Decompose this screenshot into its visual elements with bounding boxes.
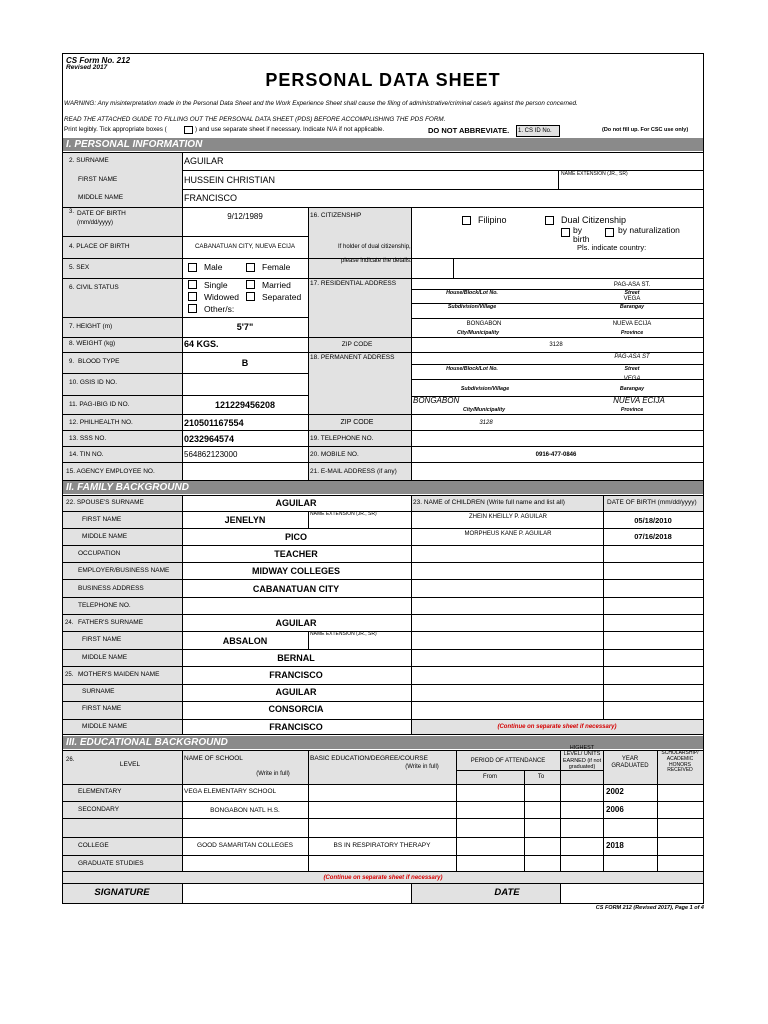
res-subdivision-value[interactable]: VEGA [623, 296, 641, 302]
mother-first-name-value[interactable]: CONSORCIA [268, 704, 324, 714]
period-header: PERIOD OF ATTENDANCE [470, 758, 546, 764]
by-naturalization-label: by naturalization [618, 225, 680, 235]
by-birth-label: by birth [573, 225, 590, 244]
honors-header: SCHOLARSHIP/ ACADEMIC HONORS RECEIVED [661, 750, 699, 774]
child-name-1[interactable]: ZHEIN KHEILLY P. AGUILAR [468, 514, 548, 520]
res-zip-label: ZIP CODE [341, 341, 373, 348]
pagibig-label: 11. PAG-IBIG ID NO. [69, 401, 130, 408]
mother-middle-name-value[interactable]: FRANCISCO [269, 722, 323, 732]
sss-value[interactable]: 0232964574 [184, 434, 235, 444]
child-name-2[interactable]: MORPHEUS KANE P. AGUILAR [464, 531, 552, 537]
edu-year-secondary[interactable]: 2006 [606, 805, 624, 814]
csc-note: (Do not fill up. For CSC use only) [602, 127, 689, 133]
print-note-a: Print legibly. Tick appropriate boxes ( [64, 126, 167, 133]
edu-school-college[interactable]: GOOD SAMARITAN COLLEGES [197, 842, 293, 849]
mother-maiden-value[interactable]: FRANCISCO [269, 670, 323, 680]
edu-year-elementary[interactable]: 2002 [606, 787, 624, 796]
course-subheader: (Write in full) [405, 764, 439, 770]
filipino-checkbox[interactable] [462, 216, 471, 225]
weight-label: 8. WEIGHT (kg) [69, 340, 116, 347]
perm-city-value[interactable]: BONGABON [413, 396, 460, 405]
single-checkbox[interactable] [188, 280, 197, 289]
email-label: 21. E-MAIL ADDRESS (if any) [310, 468, 397, 475]
father-surname-label: FATHER'S SURNAME [78, 619, 144, 626]
page-title: PERSONAL DATA SHEET [265, 70, 501, 90]
citizenship-label: 16. CITIZENSHIP [310, 212, 362, 219]
sss-label: 13. SSS NO. [69, 435, 107, 442]
male-checkbox[interactable] [188, 263, 197, 272]
edu-year-college[interactable]: 2018 [606, 841, 624, 850]
married-label: Married [262, 280, 291, 290]
mother-num: 25. [65, 672, 74, 678]
mobile-value[interactable]: 0916-477-0846 [535, 452, 577, 458]
dob-num: 3. [69, 209, 75, 215]
subdivision-label: Subdivision/Village [447, 304, 497, 310]
level-header: LEVEL [119, 761, 141, 768]
perm-city-label: City/Municipality [462, 407, 506, 413]
sex-label: 5. SEX [69, 264, 90, 271]
family-continue-note: (Continue on separate sheet if necessary) [497, 724, 617, 730]
dual-citizenship-checkbox[interactable] [545, 216, 554, 225]
signature-field[interactable] [183, 884, 410, 903]
edu-level-graduate: GRADUATE STUDIES [78, 860, 144, 867]
separated-label: Separated [262, 292, 302, 302]
perm-province-value[interactable]: NUEVA ECIJA [613, 396, 665, 405]
filipino-label: Filipino [478, 215, 507, 225]
surname-value[interactable]: AGUILAR [184, 156, 224, 166]
to-header: To [537, 774, 545, 780]
perm-province-label: Province [620, 407, 644, 413]
middle-name-label: MIDDLE NAME [78, 194, 124, 201]
perm-zip-label: ZIP CODE [340, 419, 374, 426]
do-not-abbreviate: DO NOT ABBREVIATE. [428, 126, 510, 135]
occupation-value[interactable]: TEACHER [274, 549, 318, 559]
form-number: CS Form No. 212 [66, 56, 131, 65]
edu-level-secondary: SECONDARY [78, 806, 120, 813]
permanent-address-label: 18. PERMANENT ADDRESS [310, 354, 395, 361]
children-label: 23. NAME of CHILDREN (Write full name and list all) [413, 499, 565, 506]
education-level-column [63, 784, 182, 871]
school-header: NAME OF SCHOOL [184, 755, 243, 762]
married-checkbox[interactable] [246, 280, 255, 289]
date-label: DATE [494, 887, 520, 898]
tin-value[interactable]: 564862123000 [184, 450, 238, 459]
perm-street-value[interactable]: PAG-ASA ST [614, 354, 650, 360]
mother-surname-label: SURNAME [82, 688, 115, 695]
first-name-value[interactable]: HUSSEIN CHRISTIAN [184, 175, 276, 185]
telephone-label: 19. TELEPHONE NO. [310, 435, 374, 442]
indicate-country: Pls. indicate country: [577, 243, 647, 252]
spouse-middle-name-value[interactable]: PICO [284, 532, 308, 542]
dob-label: DATE OF BIRTH [77, 210, 126, 217]
dual-note-1: If holder of dual citizenship, [338, 244, 411, 250]
year-graduated-header: YEAR GRADUATED [611, 756, 649, 770]
business-address-value[interactable]: CABANATUAN CITY [252, 584, 340, 594]
blood-type-value[interactable]: B [241, 358, 249, 368]
mother-surname-value[interactable]: AGUILAR [275, 687, 317, 697]
dual-note-2: please indicate the details. [341, 258, 412, 264]
pagibig-value[interactable]: 121229456208 [214, 400, 276, 410]
height-label: 7. HEIGHT (m) [69, 323, 113, 330]
father-middle-name-value[interactable]: BERNAL [277, 653, 315, 663]
widowed-label: Widowed [204, 292, 239, 302]
blood-type-label: BLOOD TYPE [78, 358, 120, 365]
surname-label: 2. SURNAME [69, 157, 109, 164]
res-province-value[interactable]: NUEVA ECIJA [612, 321, 652, 327]
height-value[interactable]: 5'7" [236, 322, 254, 332]
father-first-name-label: FIRST NAME [82, 636, 122, 643]
education-continue-note: (Continue on separate sheet if necessary) [323, 875, 443, 881]
gsis-label: 10. GSIS ID NO. [69, 379, 118, 386]
blood-num: 9. [69, 359, 75, 365]
male-label: Male [204, 262, 223, 272]
perm-street-label: Street [624, 366, 640, 372]
mother-maiden-label: MOTHER'S MAIDEN NAME [78, 671, 160, 678]
by-naturalization-checkbox[interactable] [605, 228, 614, 237]
father-first-name-value[interactable]: ABSALON [222, 636, 268, 646]
date-label-bg [411, 884, 560, 903]
edu-school-elementary[interactable]: VEGA ELEMENTARY SCHOOL [184, 788, 277, 795]
perm-subdivision-value[interactable]: VEGA [623, 376, 641, 382]
children-dob-label: DATE OF BIRTH (mm/dd/yyyy) [607, 499, 697, 506]
child-dob-2[interactable]: 07/16/2018 [634, 532, 672, 541]
child-dob-1[interactable]: 05/18/2010 [634, 516, 672, 525]
female-label: Female [262, 262, 291, 272]
mobile-label: 20. MOBILE NO. [310, 451, 359, 458]
city-label: City/Municipality [456, 330, 500, 336]
section-personal-header: I. PERSONAL INFORMATION [63, 138, 703, 151]
form-footer: CS FORM 212 (Revised 2017), Page 1 of 4 [595, 905, 704, 911]
dual-citizenship-label: Dual Citizenship [561, 215, 627, 225]
mother-middle-name-label: MIDDLE NAME [82, 723, 128, 730]
father-num: 24. [65, 620, 74, 626]
warning-text: WARNING: Any misinterpretation made in the Personal Data Sheet and the Work Experience Sheet shall cause the filing of administrative/criminal case/s against the person concerned. [64, 100, 578, 107]
section-family-header: II. FAMILY BACKGROUND [63, 481, 703, 494]
civil-status-label: 6. CIVIL STATUS [69, 284, 119, 291]
female-checkbox[interactable] [246, 263, 255, 272]
spouse-middle-name-label: MIDDLE NAME [82, 533, 128, 540]
course-header: BASIC EDUCATION/DEGREE/COURSE [310, 755, 428, 762]
dob-value[interactable]: 9/12/1989 [227, 212, 263, 221]
province-label: Province [620, 330, 644, 336]
perm-house-label: House/Block/Lot No. [446, 366, 498, 372]
first-name-label: FIRST NAME [78, 176, 118, 183]
tick-box-sample [184, 126, 193, 134]
pob-value[interactable]: CABANATUAN CITY, NUEVA ECIJA [194, 243, 296, 250]
edu-course-college[interactable]: BS IN RESPIRATORY THERAPY [333, 842, 431, 849]
spouse-first-name-value[interactable]: JENELYN [224, 515, 266, 525]
edu-level-elementary: ELEMENTARY [78, 788, 122, 795]
education-num: 26. [66, 757, 75, 763]
house-label: House/Block/Lot No. [446, 290, 498, 296]
by-birth-checkbox[interactable] [561, 228, 570, 237]
employer-value[interactable]: MIDWAY COLLEGES [251, 566, 341, 576]
perm-subdivision-label: Subdivision/Village [460, 386, 510, 392]
spouse-telephone-label: TELEPHONE NO. [78, 602, 131, 609]
from-header: From [483, 774, 497, 780]
spouse-surname-value[interactable]: AGUILAR [275, 498, 317, 508]
philhealth-label: 12. PHILHEALTH NO. [69, 419, 133, 426]
employer-label: EMPLOYER/BUSINESS NAME [78, 567, 170, 574]
agency-employee-label: 15. AGENCY EMPLOYEE NO. [66, 468, 155, 475]
spouse-name-ext-label: NAME EXTENSION (JR., SR) [310, 511, 377, 517]
guide-text: READ THE ATTACHED GUIDE TO FILLING OUT THE PERSONAL DATA SHEET (PDS) BEFORE ACCOMPLISHING THE PDS FORM. [64, 116, 446, 123]
res-street-value[interactable]: PAG-ASA ST. [613, 282, 651, 288]
barangay-label: Barangay [619, 304, 645, 310]
school-subheader: (Write in full) [256, 771, 290, 777]
philhealth-value[interactable]: 210501167554 [184, 418, 244, 428]
res-city-value[interactable]: BONGABON [466, 321, 502, 327]
separated-checkbox[interactable] [246, 292, 255, 301]
single-label: Single [204, 280, 228, 290]
pob-label: 4. PLACE OF BIRTH [69, 243, 130, 250]
perm-zip-value[interactable]: 3128 [479, 420, 493, 426]
name-ext-label: NAME EXTENSION (JR., SR) [561, 171, 628, 177]
signature-label: SIGNATURE [94, 887, 150, 898]
spouse-surname-label: 22. SPOUSE'S SURNAME [66, 499, 144, 506]
spouse-first-name-label: FIRST NAME [82, 516, 122, 523]
section-education-header: III. EDUCATIONAL BACKGROUND [63, 736, 703, 749]
print-note-b: ) and use separate sheet if necessary. Indicate N/A if not applicable. [195, 126, 385, 133]
middle-name-value[interactable]: FRANCISCO [184, 193, 238, 203]
tin-label: 14. TIN NO. [69, 451, 104, 458]
cs-id-label: 1. CS ID No. [518, 128, 552, 134]
father-name-ext-label: NAME EXTENSION (JR., SR) [310, 631, 377, 637]
perm-barangay-label: Barangay [619, 386, 645, 392]
edu-school-secondary[interactable]: BONGABON NATL H.S. [210, 807, 280, 814]
weight-value[interactable]: 64 KGS. [184, 339, 219, 349]
edu-level-college: COLLEGE [78, 842, 109, 849]
date-field[interactable] [561, 884, 703, 903]
form-revision: Revised 2017 [66, 64, 108, 71]
units-header: HIGHEST LEVEL/ UNITS EARNED (if not graduated) [562, 745, 602, 770]
res-zip-value[interactable]: 3128 [549, 342, 563, 348]
dob-format: (mm/dd/yyyy) [77, 220, 113, 226]
father-surname-value[interactable]: AGUILAR [275, 618, 317, 628]
residential-address-label: 17. RESIDENTIAL ADDRESS [310, 280, 397, 287]
widowed-checkbox[interactable] [188, 292, 197, 301]
occupation-label: OCCUPATION [78, 550, 121, 557]
business-address-label: BUSINESS ADDRESS [78, 585, 144, 592]
others-label: Other/s: [204, 304, 235, 314]
others-checkbox[interactable] [188, 304, 197, 313]
street-label: Street [624, 290, 640, 296]
mother-first-name-label: FIRST NAME [82, 705, 122, 712]
father-middle-name-label: MIDDLE NAME [82, 654, 128, 661]
